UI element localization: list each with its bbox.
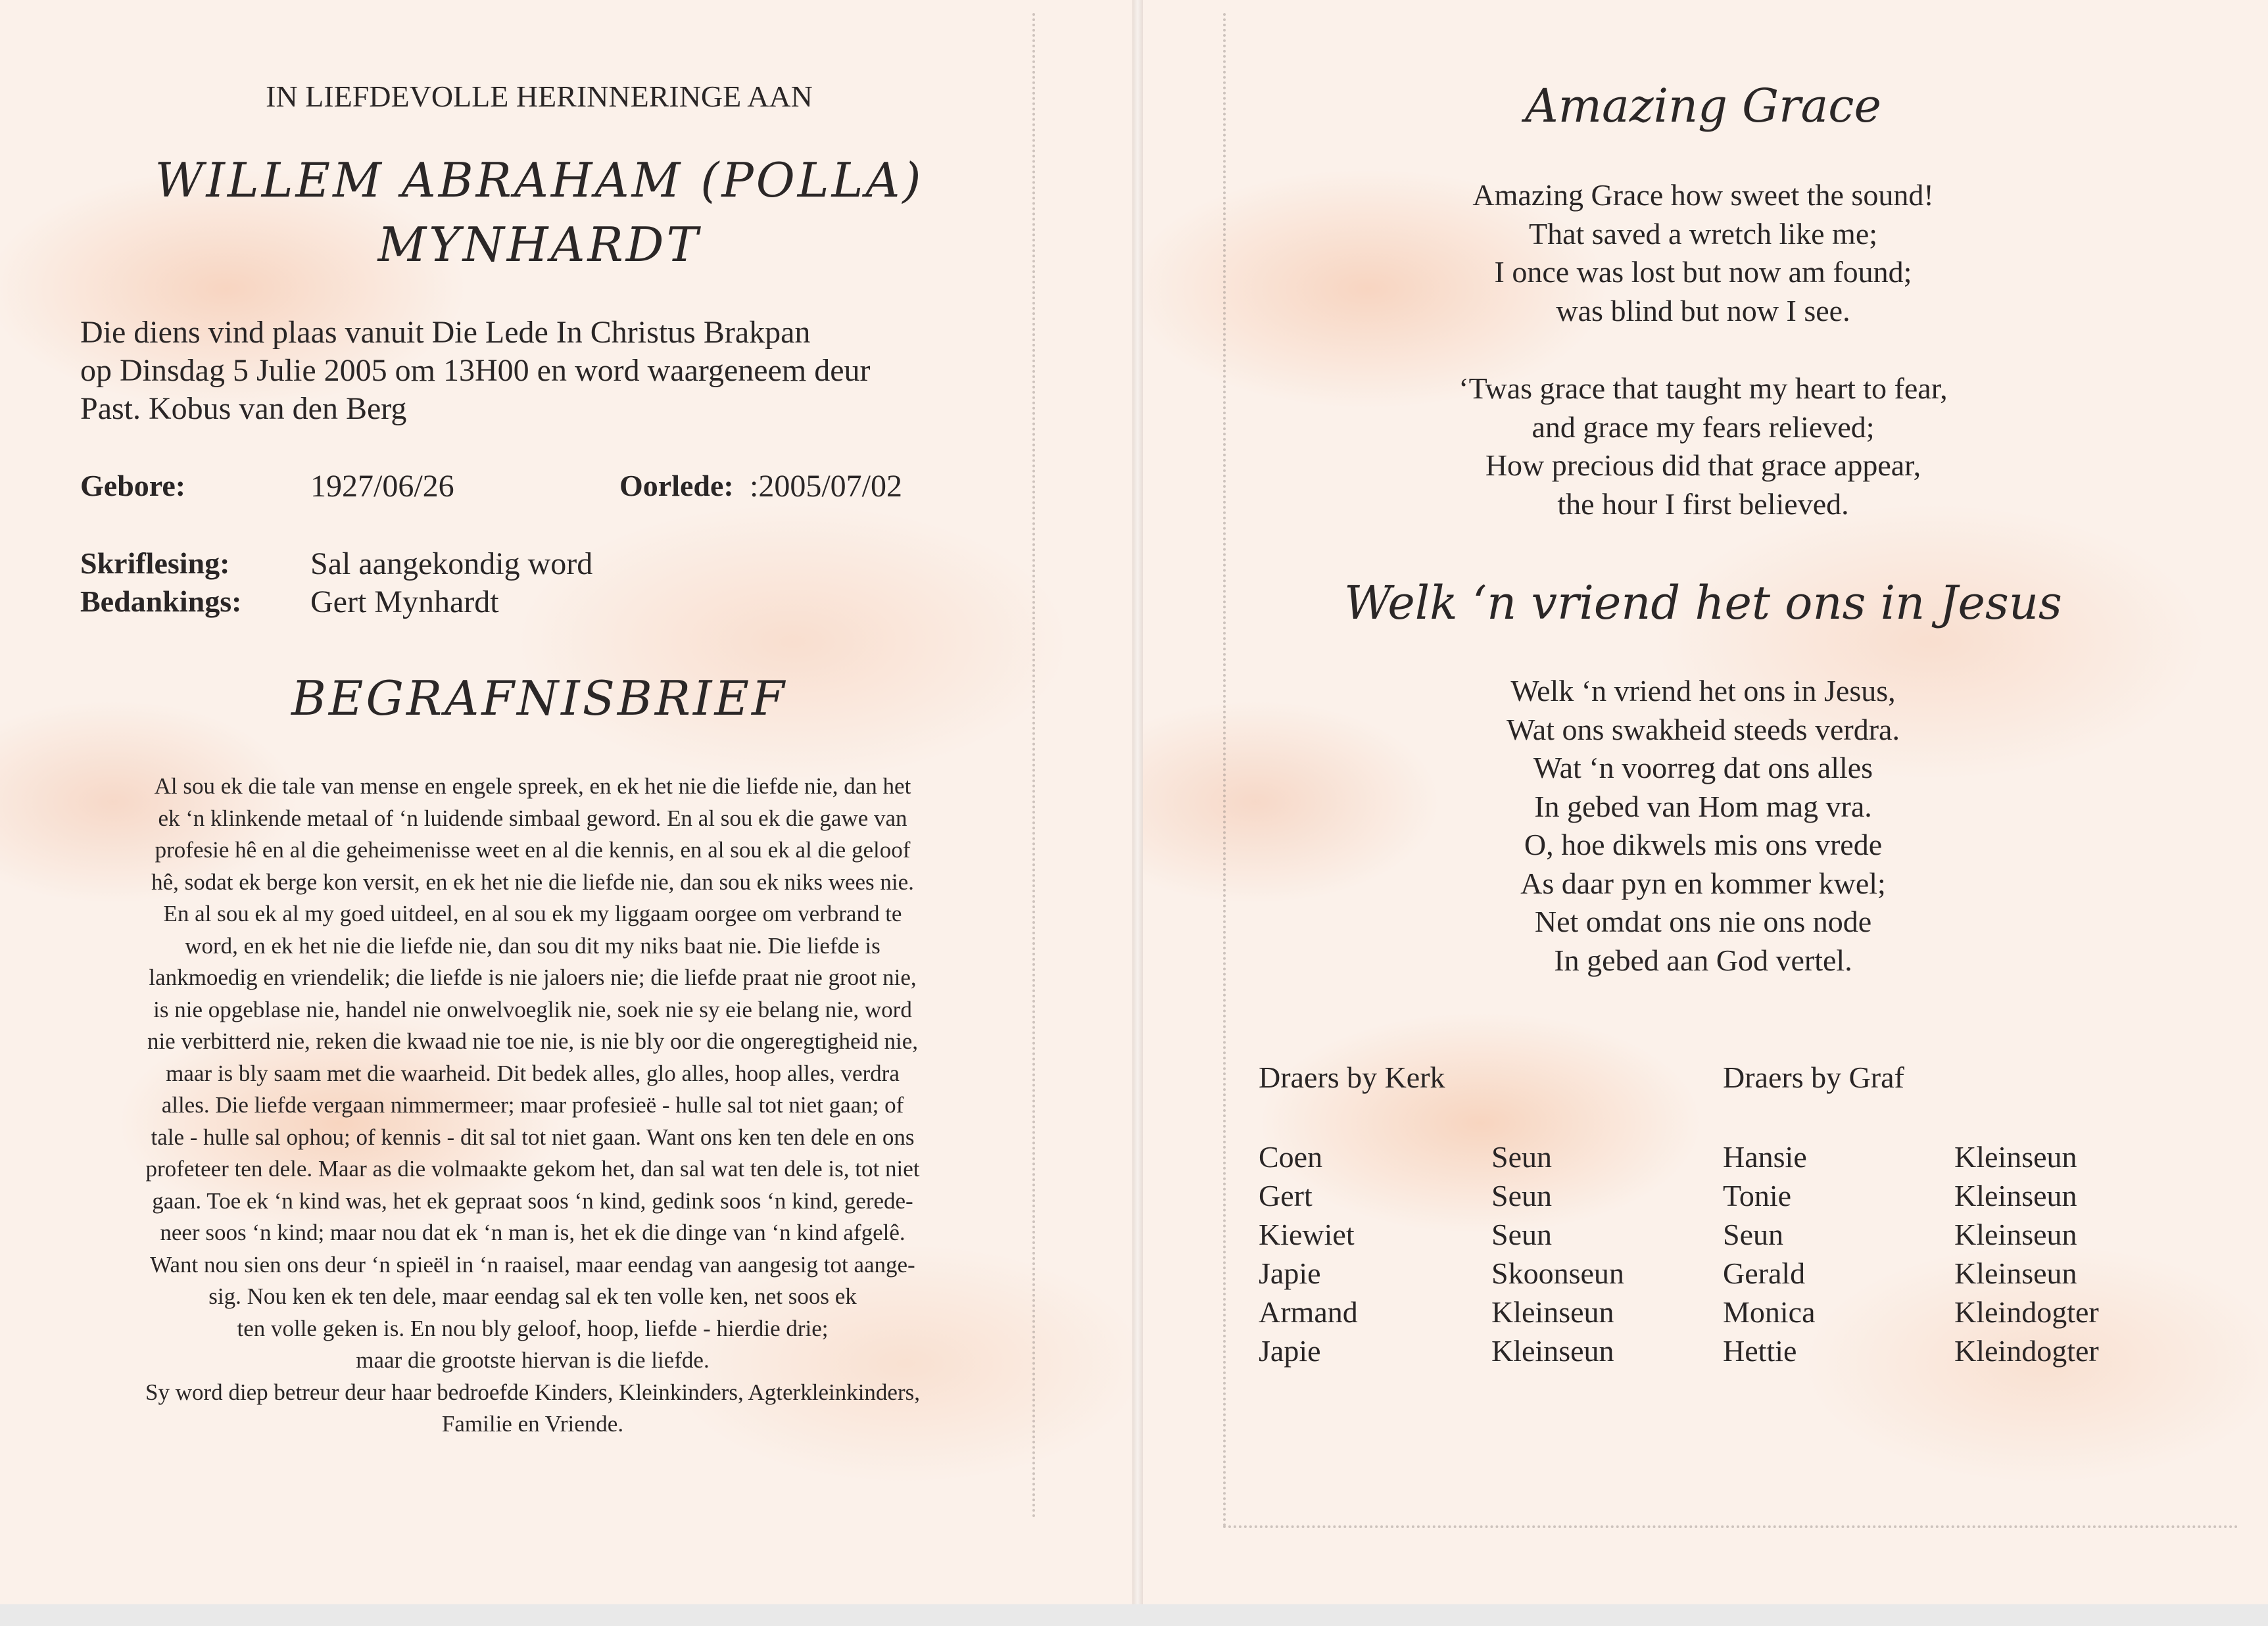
bearer-relation: Kleinseun <box>1954 1140 2077 1174</box>
scripture-line: gaan. Toe ek ‘n kind was, het ek gepraat soos ‘n kind, gedink soos ‘n kind, gerede- <box>152 1187 913 1214</box>
bearer-name: Armand <box>1259 1295 1358 1329</box>
born-value: 1927/06/26 <box>310 469 454 504</box>
hymn-line: As daar pyn en kommer kwel; <box>1520 866 1886 900</box>
hymn-line: ‘Twas grace that taught my heart to fear, <box>1459 371 1948 405</box>
hymn-line: Amazing Grace how sweet the sound! <box>1472 178 1934 212</box>
service-line-3: Past. Kobus van den Berg <box>80 391 407 426</box>
bearer-relation: Kleinseun <box>1954 1218 2077 1251</box>
bearer-relation: Kleinseun <box>1491 1334 1614 1368</box>
hymn-line: Net omdat ons nie ons node <box>1534 905 1872 938</box>
bearer-relation: Skoonseun <box>1491 1256 1624 1290</box>
service-line-2: op Dinsdag 5 Julie 2005 om 13H00 en word waargeneem deur <box>80 353 871 388</box>
bearer-name: Japie <box>1259 1256 1321 1290</box>
bearer-name: Monica <box>1723 1295 1816 1329</box>
scripture-line: Al sou ek die tale van mense en engele spreek, en ek het nie die liefde nie, dan het <box>154 773 911 799</box>
bearer-name: Hansie <box>1723 1140 1807 1174</box>
hymn-2-verse <box>1249 672 2157 980</box>
scripture-line: hê, sodat ek berge kon versit, en ek het nie die liefde nie, dan sou ek niks wees nie. <box>151 869 914 895</box>
bearer-relation: Kleindogter <box>1954 1295 2099 1329</box>
born-label: Gebore: <box>80 469 186 502</box>
hymn-line: In gebed aan God vertel. <box>1554 943 1852 977</box>
bearer-relation: Seun <box>1491 1140 1552 1174</box>
hymn-line: the hour I first believed. <box>1557 487 1849 521</box>
hymn-line: I once was lost but now am found; <box>1494 255 1912 289</box>
scripture-line: nie verbitterd nie, reken die kwaad nie toe nie, is nie bly oor die ongeregtigheid nie, <box>147 1028 919 1054</box>
bearer-name: Coen <box>1259 1140 1323 1174</box>
bearer-relation: Seun <box>1491 1179 1552 1212</box>
grave-bearers-heading: Draers by Graf <box>1723 1061 1904 1094</box>
reading-label: Skriflesing: <box>80 546 230 580</box>
died-value: :2005/07/02 <box>750 469 903 504</box>
hymn-line: O, hoe dikwels mis ons vrede <box>1524 828 1883 861</box>
scripture-line: En al sou ek al my goed uitdeel, en al sou ek my liggaam oorgee om verbrand te <box>163 901 902 926</box>
scripture-line: Want nou sien ons deur ‘n spieël in ‘n raaisel, maar eendag van aangesig tot aange- <box>150 1251 915 1278</box>
hymn-line: Wat ons swakheid steeds verdra. <box>1507 712 1900 746</box>
scripture-line: neer soos ‘n kind; maar nou dat ek ‘n man is, het ek die dinge van ‘n kind afgelê. <box>160 1220 905 1245</box>
bearer-name: Tonie <box>1723 1179 1792 1212</box>
church-bearers-heading: Draers by Kerk <box>1259 1061 1445 1094</box>
bearer-relation: Seun <box>1491 1218 1552 1251</box>
bearer-relation: Kleinseun <box>1491 1295 1614 1329</box>
funeral-letter-title: BEGRAFNISBRIEF <box>291 671 787 726</box>
hymn-line: Wat ‘n voorreg dat ons alles <box>1533 751 1873 784</box>
bearer-relation: Kleinseun <box>1954 1179 2077 1212</box>
scripture-line: ten volle geken is. En nou bly geloof, hoop, liefde - hierdie drie; <box>237 1315 829 1341</box>
thanks-value: Gert Mynhardt <box>310 585 499 619</box>
hymn-line: In gebed van Hom mag vra. <box>1534 789 1872 823</box>
deceased-name-line-1: WILLEM ABRAHAM (POLLA) <box>155 153 924 208</box>
hymn-line: Welk ‘n vriend het ons in Jesus, <box>1510 674 1896 707</box>
bearer-relation: Kleinseun <box>1954 1256 2077 1290</box>
service-line-1: Die diens vind plaas vanuit Die Lede In Christus Brakpan <box>80 315 811 350</box>
thanks-label: Bedankings: <box>80 585 242 618</box>
church-bearer-names <box>1259 1137 1358 1370</box>
scripture-line: tale - hulle sal ophou; of kennis - dit sal tot niet gaan. Want ons ken ten dele en ons <box>151 1124 915 1150</box>
grave-bearer-relations <box>1954 1137 2099 1370</box>
page-fold <box>1132 0 1143 1604</box>
bearer-name: Kiewiet <box>1259 1218 1355 1251</box>
scripture-line: word, en ek het nie die liefde nie, dan sou dit my niks baat nie. Die liefde is <box>185 932 881 959</box>
intro-line: IN LIEFDEVOLLE HERINNERINGE AAN <box>266 80 813 113</box>
hymn-1-verse-1 <box>1249 176 2157 330</box>
bearer-name: Gert <box>1259 1179 1313 1212</box>
mourning-line: Familie en Vriende. <box>441 1411 624 1437</box>
hymn-1-verse-2 <box>1249 370 2157 523</box>
scripture-line: is nie opgeblase nie, handel nie onwelvoeglik nie, soek nie sy eie belang nie, word <box>153 996 912 1022</box>
scripture-line: ek ‘n klinkende metaal of ‘n luidende simbaal geword. En al sou ek die gawe van <box>158 805 907 831</box>
scripture-line: profeteer ten dele. Maar as die volmaakte gekom het, dan sal wat ten dele is, tot niet <box>145 1156 920 1182</box>
hymn-line: and grace my fears relieved; <box>1532 410 1875 444</box>
bearer-name: Hettie <box>1723 1334 1797 1368</box>
scripture-line: profesie hê en al die geheimenisse weet en al die kennis, en al sou ek al die geloof <box>155 837 911 863</box>
bearer-name: Japie <box>1259 1334 1321 1368</box>
reading-value: Sal aangekondig word <box>310 546 593 581</box>
scripture-line: maar is bly saam met die waarheid. Dit bedek alles, glo alles, hoop alles, verdra <box>166 1060 900 1086</box>
grave-bearer-names <box>1723 1137 1816 1370</box>
deceased-name-line-2: MYNHARDT <box>377 217 701 272</box>
hymn-line: That saved a wretch like me; <box>1528 216 1878 251</box>
scripture-line: lankmoedig en vriendelik; die liefde is nie jaloers nie; die liefde praat nie groot nie, <box>149 965 917 990</box>
scan-bottom-edge <box>0 1604 2268 1626</box>
hymn-2-title: Welk ‘n vriend het ons in Jesus <box>1344 576 2062 630</box>
bearer-relation: Kleindogter <box>1954 1334 2099 1368</box>
scripture-line: alles. Die liefde vergaan nimmermeer; maar profesieë - hulle sal tot niet gaan; of <box>161 1092 904 1118</box>
hymn-line: was blind but now I see. <box>1556 293 1850 327</box>
mourning-line: Sy word diep betreur deur haar bedroefde Kinders, Kleinkinders, Agterkleinkinders, <box>145 1379 920 1405</box>
scripture-line: sig. Nou ken ek ten dele, maar eendag sal ek ten volle ken, net soos ek <box>208 1283 857 1309</box>
hymn-line: How precious did that grace appear, <box>1485 448 1921 482</box>
scripture-line: maar die grootste hiervan is die liefde. <box>356 1347 710 1373</box>
scripture-passage <box>66 771 1000 1441</box>
bearer-name: Gerald <box>1723 1256 1806 1290</box>
bearer-name: Seun <box>1723 1218 1783 1251</box>
died-label: Oorlede: <box>619 469 734 502</box>
church-bearer-relations <box>1491 1137 1624 1370</box>
hymn-1-title: Amazing Grace <box>1525 79 1881 133</box>
